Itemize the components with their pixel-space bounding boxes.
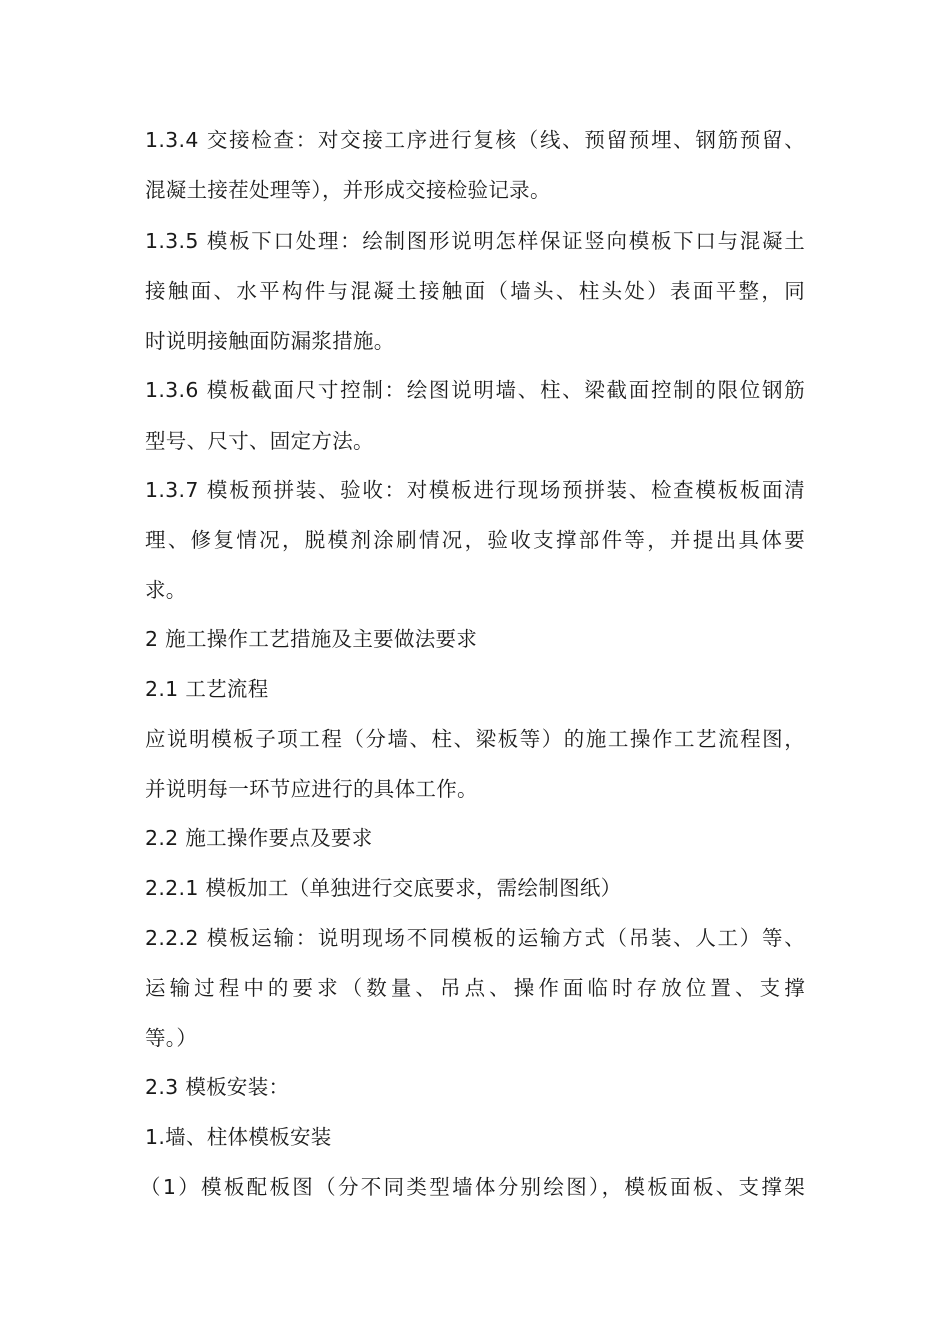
text-line-22: （1）模板配板图（分不同类型墙体分别绘图），模板面板、支撑架 xyxy=(140,1175,805,1199)
section-heading-2-3: 2.3 模板安装： xyxy=(145,1075,290,1099)
section-heading-2: 2 施工操作工艺措施及主要做法要求 xyxy=(145,627,478,651)
section-heading-2-2: 2.2 施工操作要点及要求 xyxy=(145,826,373,850)
text-line-6: 1.3.6 模板截面尺寸控制：绘图说明墙、柱、梁截面控制的限位钢筋 xyxy=(145,378,805,402)
text-line-19: 等。） xyxy=(145,1026,198,1050)
text-line-10: 求。 xyxy=(145,578,187,602)
text-line-8: 1.3.7 模板预拼装、验收：对模板进行现场预拼装、检查模板板面清 xyxy=(145,478,805,502)
text-line-3: 1.3.5 模板下口处理：绘制图形说明怎样保证竖向模板下口与混凝土 xyxy=(145,229,805,253)
section-heading-2-1: 2.1 工艺流程 xyxy=(145,677,269,701)
text-line-2: 混凝土接茬处理等），并形成交接检验记录。 xyxy=(145,178,551,202)
text-line-18: 运输过程中的要求（数量、吊点、操作面临时存放位置、支撑 xyxy=(145,976,805,1000)
text-line-13: 应说明模板子项工程（分墙、柱、梁板等）的施工操作工艺流程图， xyxy=(145,727,805,751)
text-line-4: 接触面、水平构件与混凝土接触面（墙头、柱头处）表面平整，同 xyxy=(145,279,805,303)
text-line-21: 1.墙、柱体模板安装 xyxy=(145,1125,332,1149)
text-line-5: 时说明接触面防漏浆措施。 xyxy=(145,329,395,353)
text-line-7: 型号、尺寸、固定方法。 xyxy=(145,429,374,453)
text-line-1: 1.3.4 交接检查：对交接工序进行复核（线、预留预埋、钢筋预留、 xyxy=(145,128,805,152)
text-line-14: 并说明每一环节应进行的具体工作。 xyxy=(145,777,478,801)
text-line-9: 理、修复情况，脱模剂涂刷情况，验收支撑部件等，并提出具体要 xyxy=(145,528,805,552)
text-line-17: 2.2.2 模板运输：说明现场不同模板的运输方式（吊装、人工）等、 xyxy=(145,926,805,950)
text-line-16: 2.2.1 模板加工（单独进行交底要求，需绘制图纸） xyxy=(145,876,622,900)
